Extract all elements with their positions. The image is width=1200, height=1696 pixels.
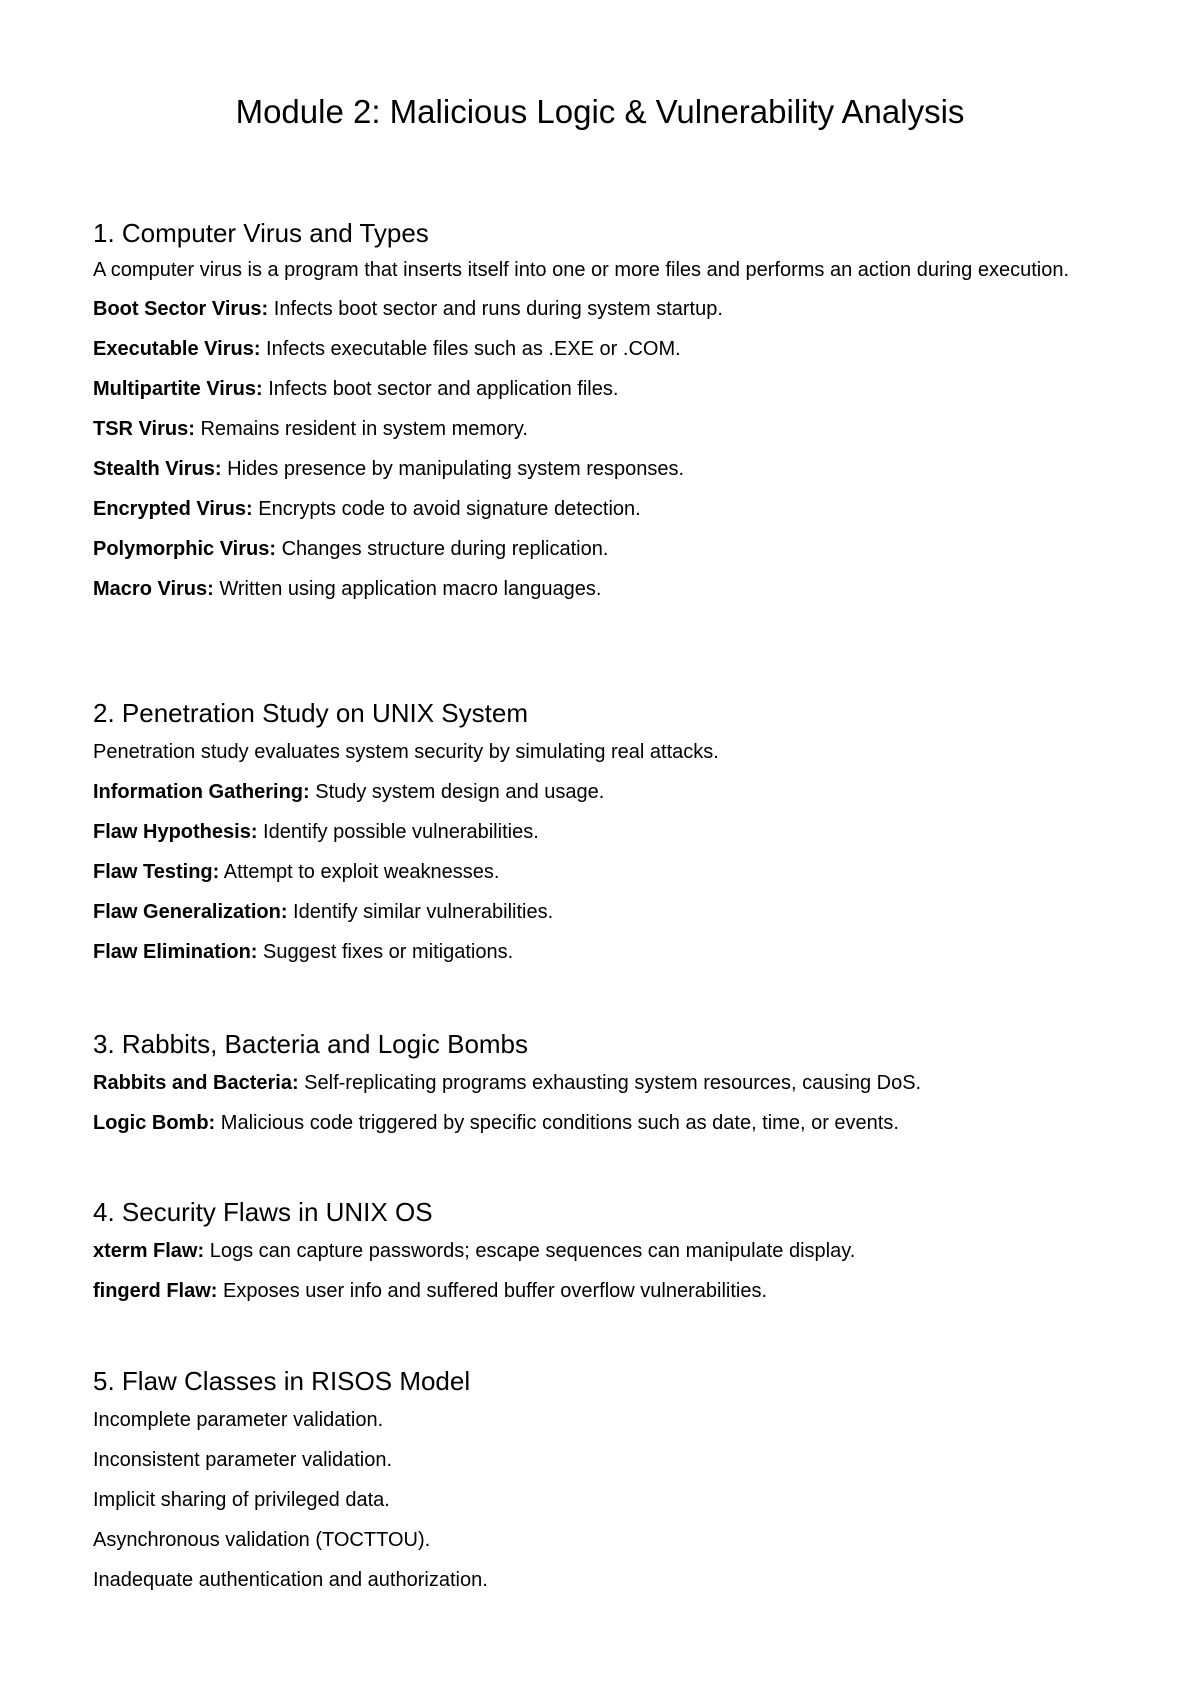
list-item bbox=[93, 1278, 1113, 1304]
item-desc: Suggest fixes or mitigations. bbox=[263, 941, 514, 963]
section-computer-virus bbox=[93, 217, 1113, 602]
item-desc: Identify similar vulnerabilities. bbox=[293, 901, 554, 923]
list-item: Implicit sharing of privileged data. bbox=[93, 1489, 390, 1511]
list-item bbox=[93, 416, 1113, 442]
section-heading: 1. Computer Virus and Types bbox=[93, 218, 429, 248]
list-item bbox=[93, 1070, 1113, 1096]
list-item bbox=[93, 899, 1113, 925]
list-item: Inconsistent parameter validation. bbox=[93, 1449, 393, 1471]
item-desc: Infects boot sector and runs during system startup. bbox=[273, 298, 723, 320]
item-term: xterm Flaw: bbox=[93, 1240, 205, 1262]
page-title: Module 2: Malicious Logic & Vulnerability Analysis bbox=[235, 93, 965, 130]
item-term: Flaw Testing: bbox=[93, 861, 220, 883]
item-term: Rabbits and Bacteria: bbox=[93, 1072, 299, 1094]
section-unix-flaws bbox=[93, 1196, 1113, 1304]
section-risos-model bbox=[93, 1365, 1113, 1593]
list-item bbox=[93, 536, 1113, 562]
list-item bbox=[93, 376, 1113, 402]
section-penetration-study bbox=[93, 697, 1113, 965]
item-term: Flaw Generalization: bbox=[93, 901, 288, 923]
list-item bbox=[93, 1238, 1113, 1264]
item-desc: Logs can capture passwords; escape sequences can manipulate display. bbox=[209, 1240, 856, 1262]
item-term: Encrypted Virus: bbox=[93, 498, 253, 520]
section-heading: 3. Rabbits, Bacteria and Logic Bombs bbox=[93, 1029, 529, 1059]
list-item: Inadequate authentication and authorization. bbox=[93, 1569, 488, 1591]
item-desc: Study system design and usage. bbox=[315, 781, 605, 803]
item-desc: Encrypts code to avoid signature detection. bbox=[258, 498, 641, 520]
list-item bbox=[93, 819, 1113, 845]
item-term: Boot Sector Virus: bbox=[93, 298, 269, 320]
item-desc: Changes structure during replication. bbox=[281, 538, 609, 560]
list-item bbox=[93, 576, 1113, 602]
list-item bbox=[93, 779, 1113, 805]
item-term: Flaw Elimination: bbox=[93, 941, 258, 963]
list-item bbox=[93, 1110, 1113, 1136]
item-term: Multipartite Virus: bbox=[93, 378, 263, 400]
item-term: Stealth Virus: bbox=[93, 458, 222, 480]
section-rabbits-bacteria bbox=[93, 1028, 1113, 1136]
item-term: Information Gathering: bbox=[93, 781, 310, 803]
list-item bbox=[93, 496, 1113, 522]
list-item: Incomplete parameter validation. bbox=[93, 1409, 384, 1431]
list-item: Asynchronous validation (TOCTTOU). bbox=[93, 1529, 431, 1551]
list-item bbox=[93, 859, 1113, 885]
section-intro: A computer virus is a program that inserts itself into one or more files and performs an action during execution. bbox=[93, 259, 1070, 281]
item-desc: Remains resident in system memory. bbox=[200, 418, 528, 440]
section-intro: Penetration study evaluates system security by simulating real attacks. bbox=[93, 741, 719, 763]
item-desc: Malicious code triggered by specific conditions such as date, time, or events. bbox=[220, 1112, 899, 1134]
list-item bbox=[93, 939, 1113, 965]
item-desc: Written using application macro languages. bbox=[219, 578, 602, 600]
item-desc: Self-replicating programs exhausting system resources, causing DoS. bbox=[304, 1072, 922, 1094]
item-term: fingerd Flaw: bbox=[93, 1280, 218, 1302]
item-term: TSR Virus: bbox=[93, 418, 195, 440]
item-desc: Exposes user info and suffered buffer overflow vulnerabilities. bbox=[223, 1280, 768, 1302]
item-term: Flaw Hypothesis: bbox=[93, 821, 258, 843]
item-term: Executable Virus: bbox=[93, 338, 261, 360]
list-item bbox=[93, 296, 1113, 322]
list-item bbox=[93, 336, 1113, 362]
item-desc: Infects executable files such as .EXE or .COM. bbox=[266, 338, 681, 360]
item-term: Polymorphic Virus: bbox=[93, 538, 277, 560]
item-desc: Infects boot sector and application files. bbox=[268, 378, 619, 400]
item-desc: Attempt to exploit weaknesses. bbox=[223, 861, 500, 883]
item-desc: Identify possible vulnerabilities. bbox=[263, 821, 539, 843]
item-term: Macro Virus: bbox=[93, 578, 214, 600]
section-heading: 2. Penetration Study on UNIX System bbox=[93, 698, 528, 728]
list-item bbox=[93, 456, 1113, 482]
item-desc: Hides presence by manipulating system responses. bbox=[227, 458, 685, 480]
section-heading: 4. Security Flaws in UNIX OS bbox=[93, 1197, 433, 1227]
item-term: Logic Bomb: bbox=[93, 1112, 216, 1134]
section-heading: 5. Flaw Classes in RISOS Model bbox=[93, 1366, 471, 1396]
